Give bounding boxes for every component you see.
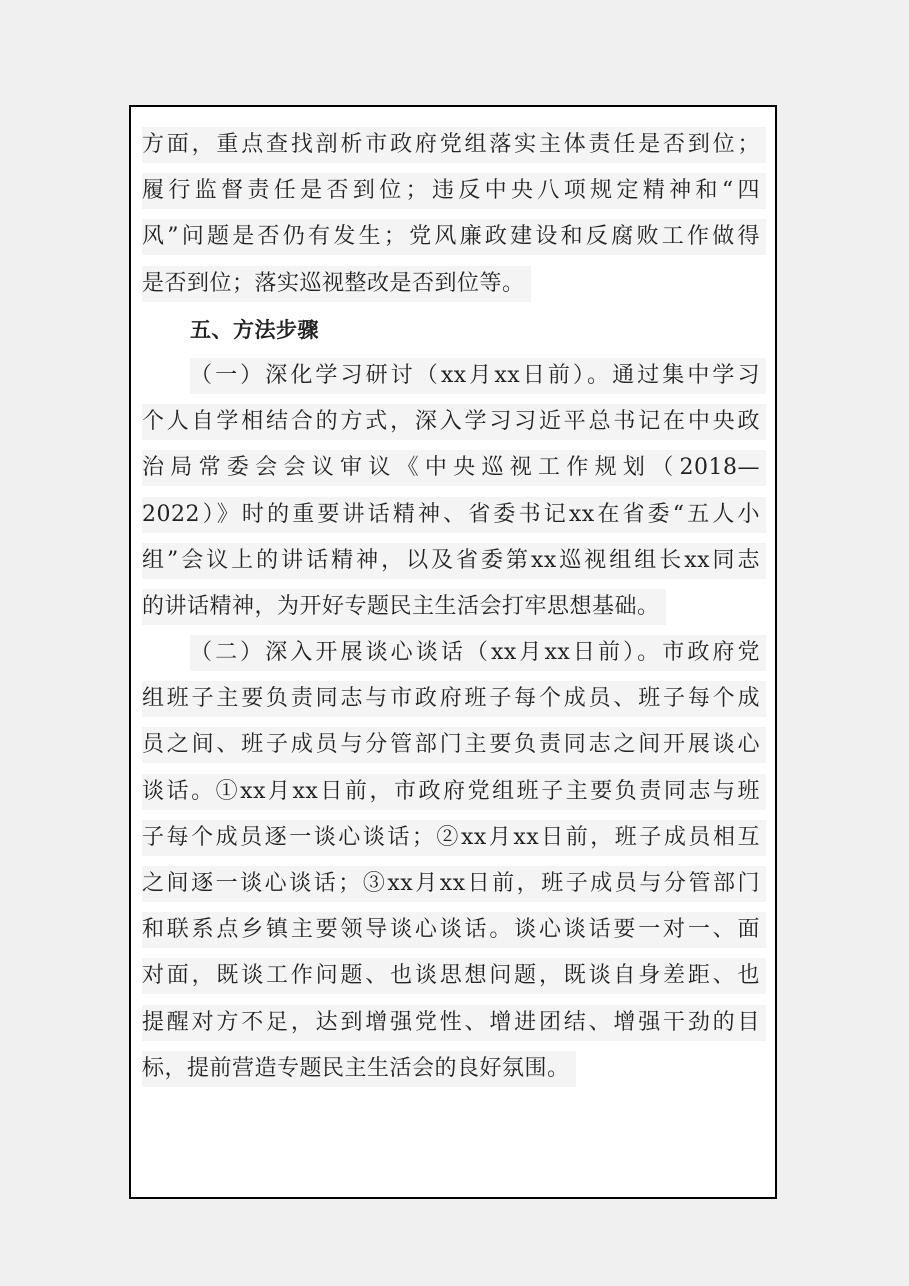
body-line: 履行监督责任是否到位；违反中央八项规定精神和“四 xyxy=(142,173,772,219)
body-line: 员之间、班子成员与分管部门主要负责同志之间开展谈心 xyxy=(142,727,772,773)
body-line: 的讲话精神，为开好专题民主生活会打牢思想基础。 xyxy=(142,589,772,635)
body-line: 子每个成员逐一谈心谈话；②xx月xx日前，班子成员相互 xyxy=(142,820,772,866)
document-page xyxy=(129,105,777,1199)
paragraph-first-line: （一）深化学习研讨（xx月xx日前）。通过集中学习 xyxy=(142,358,772,404)
body-line: 标，提前营造专题民主生活会的良好氛围。 xyxy=(142,1051,772,1097)
document-body xyxy=(142,127,772,1097)
section-heading: 五、方法步骤 xyxy=(190,317,319,342)
body-line: 谈话。①xx月xx日前，市政府党组班子主要负责同志与班 xyxy=(142,774,772,820)
body-line: 提醒对方不足，达到增强党性、增进团结、增强干劲的目 xyxy=(142,1005,772,1051)
body-line: 个人自学相结合的方式，深入学习习近平总书记在中央政 xyxy=(142,404,772,450)
body-line: 2022）》时的重要讲话精神、省委书记xx在省委“五人小 xyxy=(142,497,772,543)
body-line: 对面，既谈工作问题、也谈思想问题，既谈自身差距、也 xyxy=(142,958,772,1004)
body-line: 组”会议上的讲话精神，以及省委第xx巡视组组长xx同志 xyxy=(142,543,772,589)
body-line: 是否到位；落实巡视整改是否到位等。 xyxy=(142,266,772,312)
body-line: 和联系点乡镇主要领导谈心谈话。谈心谈话要一对一、面 xyxy=(142,912,772,958)
body-line: 之间逐一谈心谈话；③xx月xx日前，班子成员与分管部门 xyxy=(142,866,772,912)
body-line: 风”问题是否仍有发生；党风廉政建设和反腐败工作做得 xyxy=(142,219,772,265)
body-line: 组班子主要负责同志与市政府班子每个成员、班子每个成 xyxy=(142,681,772,727)
body-line: 治局常委会会议审议《中央巡视工作规划（2018— xyxy=(142,450,772,496)
paragraph-first-line: （二）深入开展谈心谈话（xx月xx日前）。市政府党 xyxy=(142,635,772,681)
body-line: 方面，重点查找剖析市政府党组落实主体责任是否到位； xyxy=(142,127,772,173)
